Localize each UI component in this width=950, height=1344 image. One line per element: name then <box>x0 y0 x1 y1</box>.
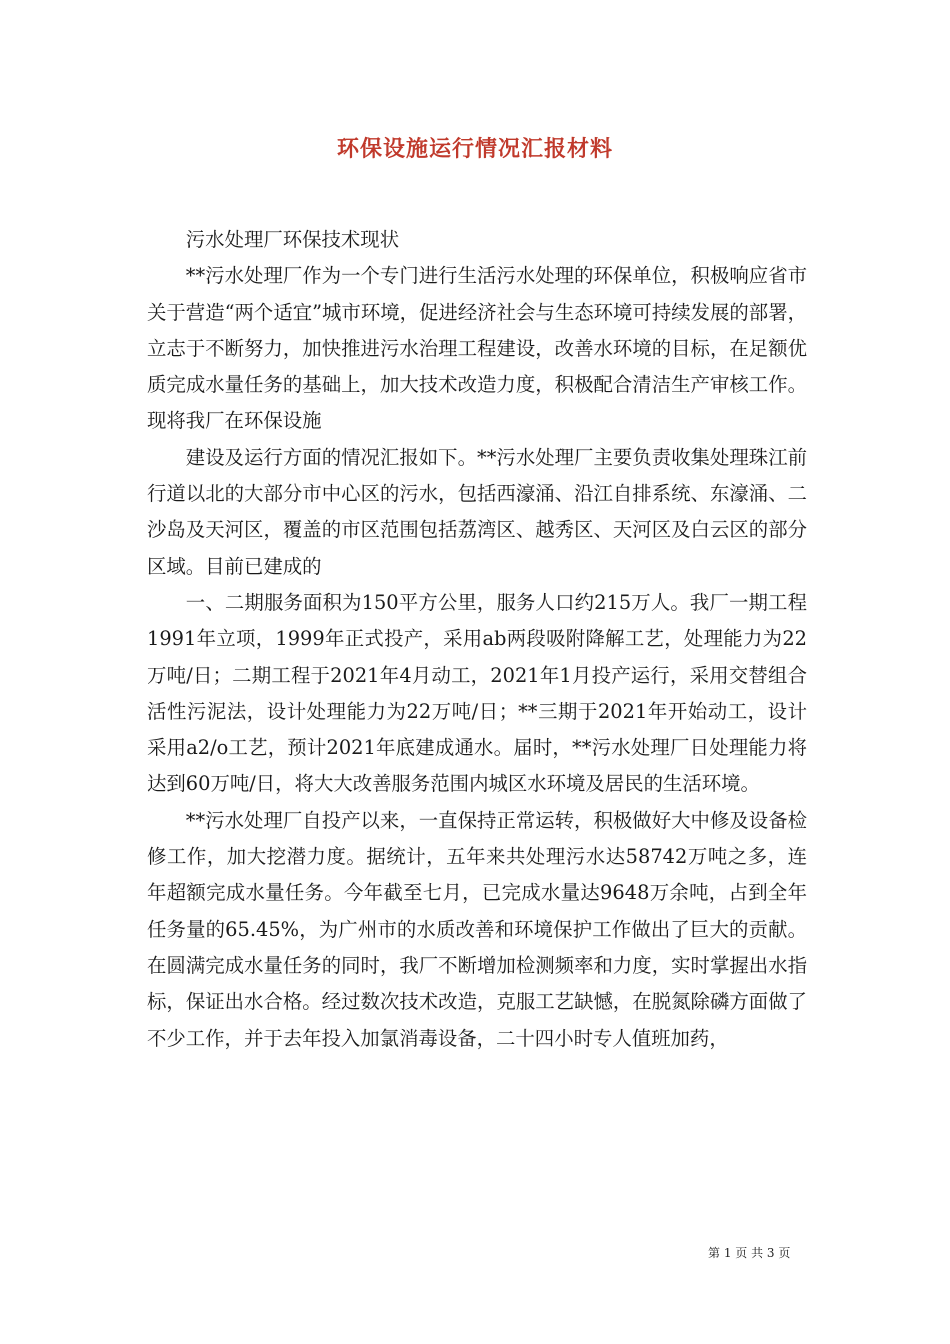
page-number: 第 1 页 共 3 页 <box>708 1246 791 1260</box>
paragraph: **污水处理厂自投产以来，一直保持正常运转，积极做好大中修及设备检修工作，加大挖潜力度。据统计，五年来共处理污水达58742万吨之多，连年超额完成水量任务。今年截至七月，已完成水量达9648万余吨，占到全年任务量的65.45%，为广州市的水质改善和环境保护工作做出了巨大的贡献。在圆满完成水量任务的同时，我厂不断增加检测频率和力度，实时掌握出水指标，保证出水合格。经过数次技术改造，克服工艺缺憾，在脱氮除磷方面做了不少工作，并于去年投入加氯消毒设备，二十四小时专人值班加药， <box>147 808 807 1050</box>
section-heading: 污水处理厂环保技术现状 <box>185 228 400 251</box>
paragraph: 建设及运行方面的情况汇报如下。**污水处理厂主要负责收集处理珠江前行道以北的大部分市中心区的污水，包括西濠涌、沿江自排系统、东濠涌、二沙岛及天河区，覆盖的市区范围包括荔湾区、越秀区、天河区及白云区的部分区域。目前已建成的 <box>147 445 807 578</box>
document-title: 环保设施运行情况汇报材料 <box>336 136 613 162</box>
paragraph: **污水处理厂作为一个专门进行生活污水处理的环保单位，积极响应省市关于营造“两个适宜”城市环境，促进经济社会与生态环境可持续发展的部署，立志于不断努力，加快推进污水治理工程建设，改善水环境的目标，在足额优质完成水量任务的基础上，加大技术改造力度，积极配合清洁生产审核工作。现将我厂在环保设施 <box>147 264 807 433</box>
document-body <box>147 222 807 1057</box>
paragraph: 一、二期服务面积为150平方公里，服务人口约215万人。我厂一期工程1991年立项，1999年正式投产，采用ab两段吸附降解工艺，处理能力为22万吨/日；二期工程于2021年4月动工，2021年1月投产运行，采用交替组合活性污泥法，设计处理能力为22万吨/日；**三期于2021年开始动工，设计采用a2/o工艺，预计2021年底建成通水。届时，**污水处理厂日处理能力将达到60万吨/日，将大大改善服务范围内城区水环境及居民的生活环境。 <box>147 590 807 796</box>
